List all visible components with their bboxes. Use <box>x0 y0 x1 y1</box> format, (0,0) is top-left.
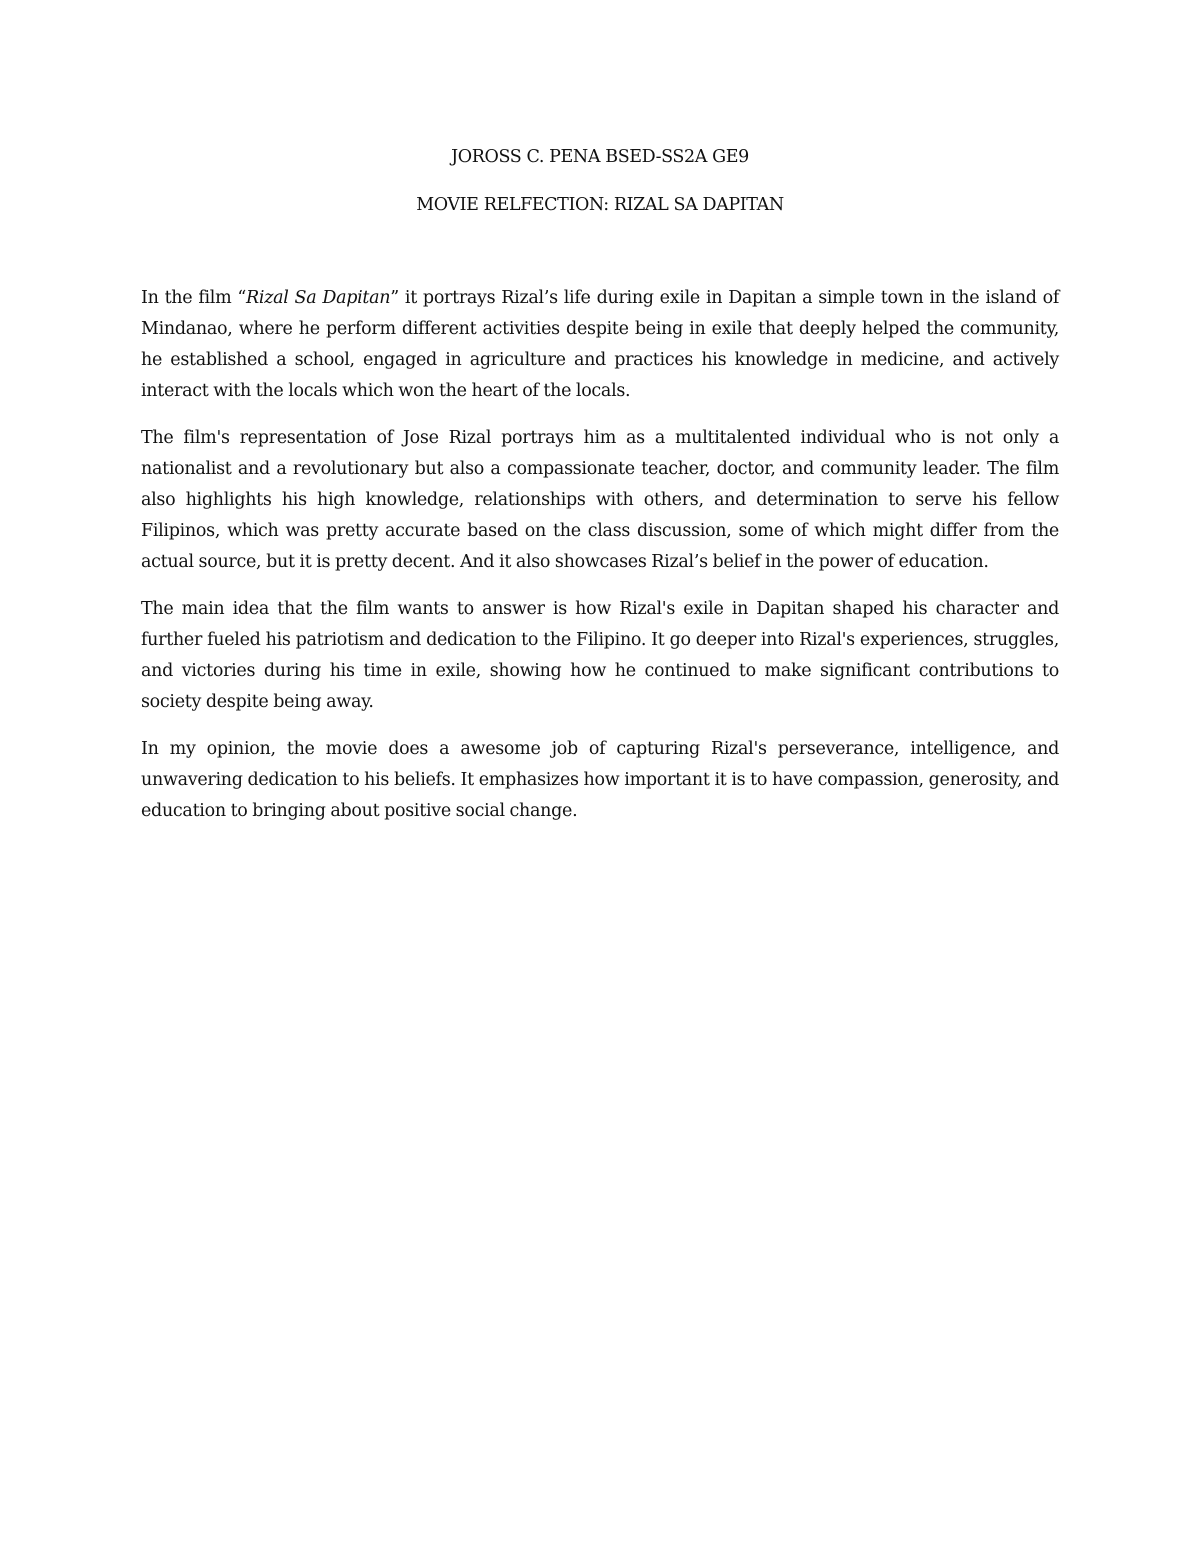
paragraph-1-lead: In the film “ <box>141 288 247 308</box>
document-body <box>141 283 1059 843</box>
film-title: Rizal Sa Dapitan <box>246 288 391 308</box>
paragraph-3: The main idea that the film wants to answer is how Rizal's exile in Dapitan shaped his character and further fueled his patriotism and dedication to the Filipino. It go deeper into Rizal's experiences, struggles, and victories during his time in exile, showing how he continued to make significant contributions to society despite being away. <box>141 599 1059 712</box>
paragraph-1-rest: ” it portrays Rizal’s life during exile in Dapitan a simple town in the island of Mindanao, where he perform different activities despite being in exile that deeply helped the community, he established a school, engaged in agriculture and practices his knowledge in medicine, and actively interact with the locals which won the heart of the locals. <box>141 288 1060 401</box>
paragraph-2: The film's representation of Jose Rizal portrays him as a multitalented individual who is not only a nationalist and a revolutionary but also a compassionate teacher, doctor, and community leader. The film also highlights his high knowledge, relationships with others, and determination to serve his fellow Filipinos, which was pretty accurate based on the class discussion, some of which might differ from the actual source, but it is pretty decent. And it also showcases Rizal’s belief in the power of education. <box>141 428 1059 572</box>
paragraph-1 <box>141 283 1059 407</box>
document-header <box>141 143 1059 219</box>
author-line: JOROSS C. PENA BSED-SS2A GE9 <box>451 147 749 167</box>
paragraph-4: In my opinion, the movie does a awesome job of capturing Rizal's perseverance, intelligence, and unwavering dedication to his beliefs. It emphasizes how important it is to have compassion, generosity, and education to bringing about positive social change. <box>141 739 1059 821</box>
document-title: MOVIE RELFECTION: RIZAL SA DAPITAN <box>416 195 784 215</box>
